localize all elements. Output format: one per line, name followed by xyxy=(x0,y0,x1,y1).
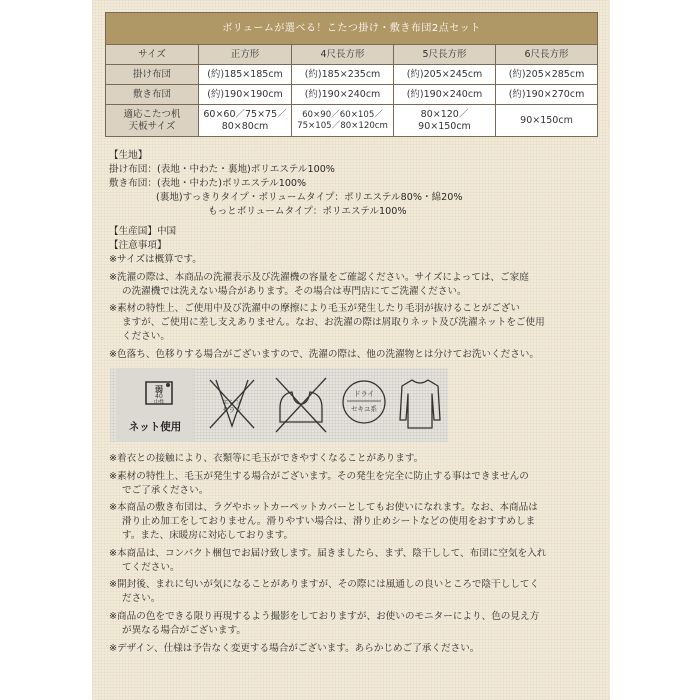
table-cell: (約)190×270cm xyxy=(496,85,598,105)
notes-heading: 【注意事項】 xyxy=(109,240,167,251)
header-6shaku: 6尺長方形 xyxy=(496,45,598,65)
table-cell: (約)190×240cm xyxy=(394,85,496,105)
note-item: ※本商品は、コンパクト梱包でお届け致します。届きましたら、まず、陰干しして、布団に空気を入れ てください。 xyxy=(109,547,547,573)
table-cell: 60×60／75×75／ 80×80cm xyxy=(199,105,292,137)
header-size: サイズ xyxy=(106,45,199,65)
note-item: ※洗濯の際は、本商品の洗濯表示及び洗濯機の容量をご確認ください。サイズによっては、ご家庭 の洗濯機では洗えない場合があります。その場合は専門店にてご洗濯ください。 xyxy=(109,271,529,297)
notes-list-2 xyxy=(109,452,599,656)
product-info-page xyxy=(92,0,610,700)
table-cell: (約)190×240cm xyxy=(292,85,394,105)
notes-list-1 xyxy=(109,253,599,362)
origin-notes-section xyxy=(109,225,599,365)
row-label-kake: 掛け布団 xyxy=(106,65,199,85)
flat-dry-shirt-icon xyxy=(394,368,446,442)
svg-text:サラシ: サラシ xyxy=(222,406,242,414)
table-cell: (約)205×285cm xyxy=(496,65,598,85)
notes-section-2 xyxy=(109,452,599,659)
note-item: ※開封後、まれに匂いが気になることがありますが、その際には風通しの良いところで陰干ししてく ださい。 xyxy=(109,579,540,605)
note-item: ※素材の特性上、毛玉が発生する場合がございます。その発生を完全に防止する事はできませんの でご了承ください。 xyxy=(109,470,529,496)
table-cell: (約)185×185cm xyxy=(199,65,292,85)
material-ura1: (裏地)すっきりタイプ・ボリュームタイプ：ポリエステル80%・綿20% xyxy=(156,192,463,203)
wash-tub-icon xyxy=(116,368,194,442)
material-section xyxy=(109,149,599,219)
header-square: 正方形 xyxy=(199,45,292,65)
dry-clean-icon xyxy=(338,368,390,442)
no-tumble-dry-icon xyxy=(270,368,332,442)
svg-text:セキユ系: セキユ系 xyxy=(351,405,377,413)
note-item: ※素材の特性上、ご使用中及び洗濯中の摩擦により毛玉が発生したり毛羽が抜けることがござい ますが、ご使用に差し支えありません。なお、お洗濯の際は屑取りネット及び洗濯ネットをご使用 ください。 xyxy=(109,303,545,343)
header-5shaku: 5尺長方形 xyxy=(394,45,496,65)
material-ura2: もっとボリュームタイプ：ポリエステル100% xyxy=(208,206,407,217)
material-kake: 掛け布団：(表地・中わた・裏地)ポリエステル100% xyxy=(109,164,335,175)
origin-text: 【生産国】中国 xyxy=(109,226,177,237)
net-label: ネット使用 xyxy=(128,421,182,433)
material-heading: 【生地】 xyxy=(109,150,148,161)
svg-text:中性: 中性 xyxy=(153,400,165,406)
care-symbols xyxy=(110,368,448,442)
note-item: ※デザイン、仕様は予告なく変更する場合がございます。あらかじめご了承ください。 xyxy=(109,642,480,654)
note-item: ※サイズは概算です。 xyxy=(109,254,202,265)
header-4shaku: 4尺長方形 xyxy=(292,45,394,65)
svg-text:40: 40 xyxy=(155,393,163,400)
note-item: ※商品の色をできる限り再現するよう撮影をしておりますが、お使いのモニターにより、色の見え方 が異なる場合がございます。 xyxy=(109,610,540,636)
material-shiki: 敷き布団：(表地・中わた)ポリエステル100% xyxy=(109,178,307,189)
table-cell: 80×120／ 90×150cm xyxy=(394,105,496,137)
note-item: ※色落ち、色移りする場合がございますので、洗濯の際は、他の洗濯物とは分けてお洗いください。 xyxy=(109,348,539,360)
row-label-table-size: 適応こたつ机 天板サイズ xyxy=(106,105,199,137)
table-cell: 60×90／60×105／ 75×105／80×120cm xyxy=(292,105,394,137)
svg-text:エンソ: エンソ xyxy=(222,398,242,406)
note-item: ※本商品の敷き布団は、ラグやホットカーペットカバーとしてもお使いになれます。なお、本商品は 滑り止め加工をしておりません。滑りやすい場合は、滑り止めシートなどの使用をおすすめしま す。また、床暖房に対応しております。 xyxy=(109,502,538,542)
size-spec-table xyxy=(105,12,598,137)
row-label-shiki: 敷き布団 xyxy=(106,85,199,105)
table-title: ボリュームが選べる！こたつ掛け・敷き布団2点セット xyxy=(106,13,598,45)
table-row xyxy=(106,65,598,85)
table-cell: (約)190×190cm xyxy=(199,85,292,105)
svg-text:ドライ: ドライ xyxy=(353,390,375,398)
table-row xyxy=(106,85,598,105)
table-cell: 90×150cm xyxy=(496,105,598,137)
table-row xyxy=(106,105,598,137)
note-item: ※着衣との接触により、衣類等に毛玉ができやすくなることがあります。 xyxy=(109,453,424,464)
svg-text:弱: 弱 xyxy=(155,385,163,394)
table-cell: (約)205×245cm xyxy=(394,65,496,85)
table-cell: (約)185×235cm xyxy=(292,65,394,85)
no-bleach-icon xyxy=(202,368,262,442)
